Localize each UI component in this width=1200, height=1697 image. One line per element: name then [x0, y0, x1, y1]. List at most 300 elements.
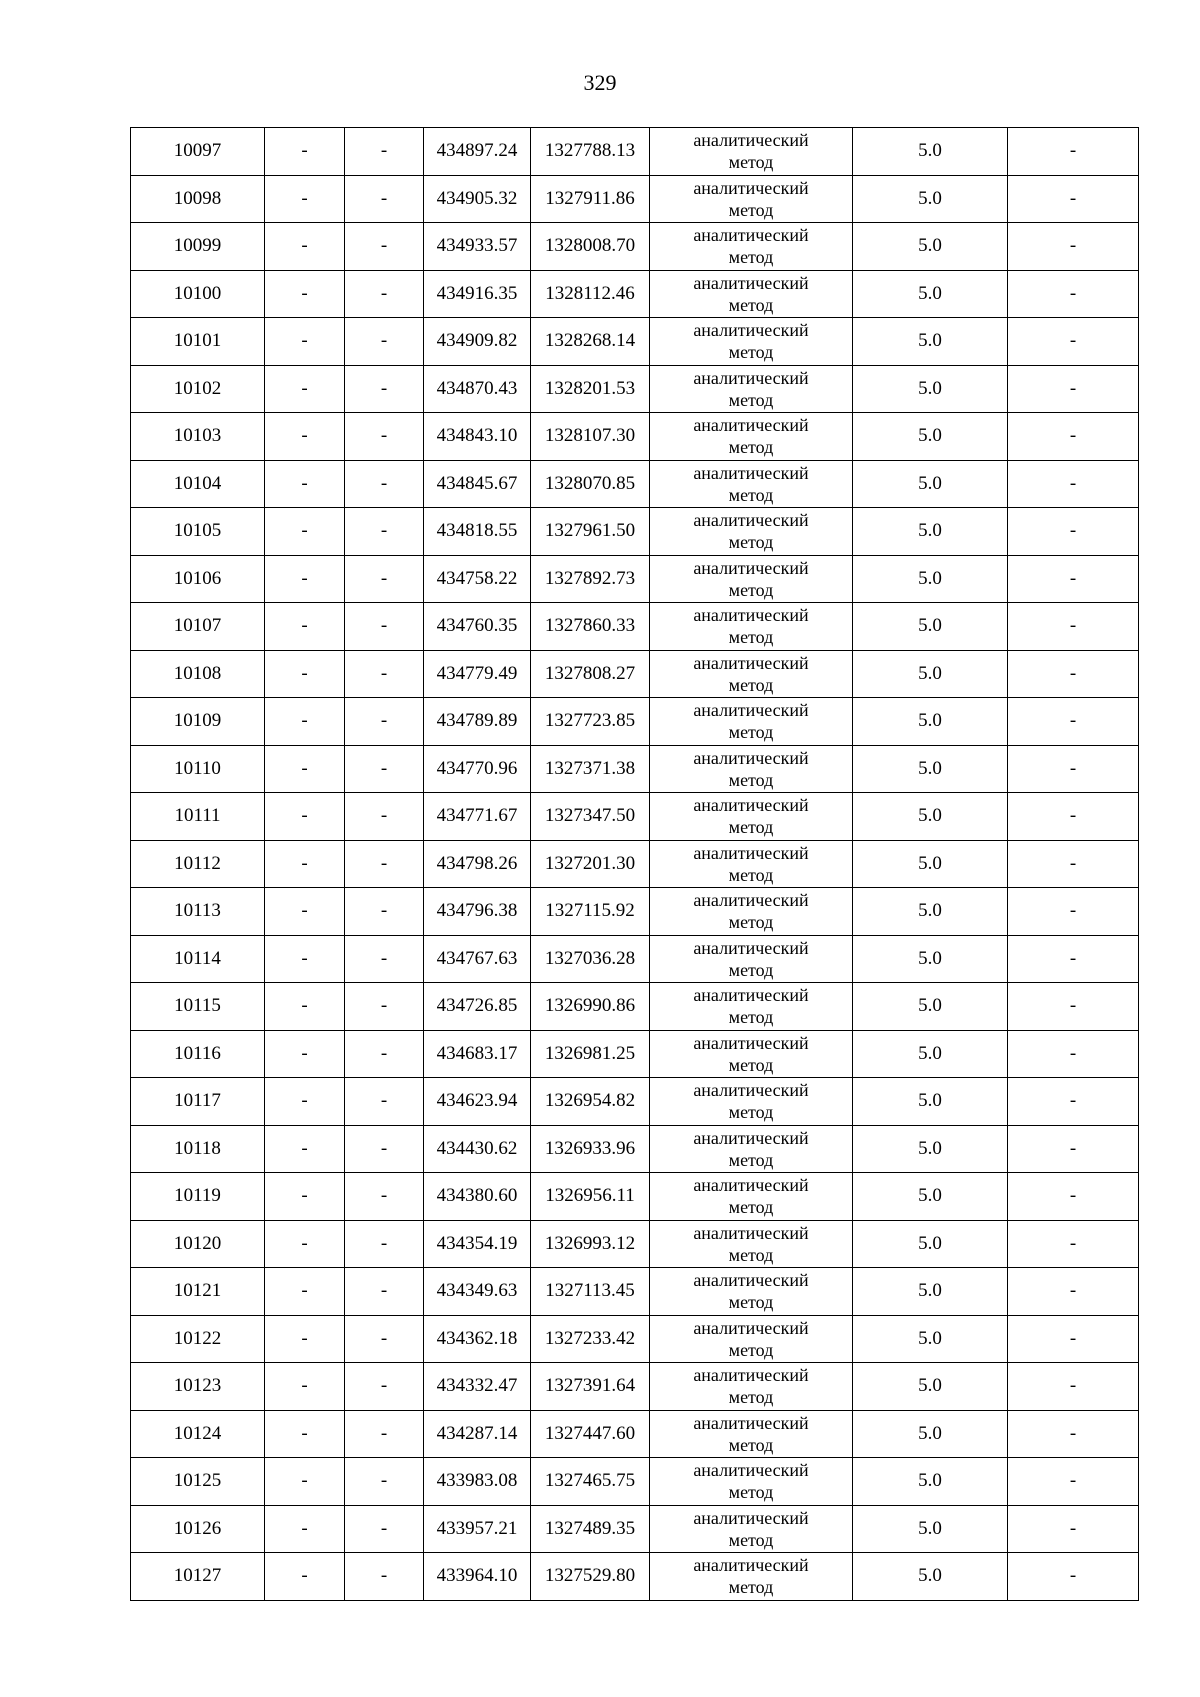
accuracy-cell: 5.0	[853, 698, 1008, 746]
empty-value-cell: -	[265, 460, 345, 508]
method-cell	[650, 793, 853, 841]
method-line-2: метод	[728, 817, 774, 838]
y-coordinate-cell: 1326981.25	[531, 1030, 650, 1078]
empty-value-cell: -	[1008, 1078, 1139, 1126]
point-number-cell: 10106	[131, 555, 265, 603]
method-line-2: метод	[728, 1149, 774, 1170]
method-cell	[650, 840, 853, 888]
empty-value-cell: -	[1008, 460, 1139, 508]
empty-value-cell: -	[1008, 603, 1139, 651]
empty-value-cell: -	[1008, 1505, 1139, 1553]
x-coordinate-cell: 434789.89	[424, 698, 531, 746]
method-cell	[650, 128, 853, 176]
table-row	[131, 1315, 1139, 1363]
method-line-1: аналитический	[693, 130, 809, 151]
method-line-1: аналитический	[693, 177, 809, 198]
x-coordinate-cell: 434683.17	[424, 1030, 531, 1078]
method-line-1: аналитический	[693, 1222, 809, 1243]
accuracy-cell: 5.0	[853, 175, 1008, 223]
y-coordinate-cell: 1327036.28	[531, 935, 650, 983]
y-coordinate-cell: 1327371.38	[531, 745, 650, 793]
y-coordinate-cell: 1327529.80	[531, 1553, 650, 1601]
empty-value-cell: -	[1008, 840, 1139, 888]
empty-value-cell: -	[345, 793, 424, 841]
empty-value-cell: -	[265, 318, 345, 366]
empty-value-cell: -	[1008, 1125, 1139, 1173]
point-number-cell: 10117	[131, 1078, 265, 1126]
point-number-cell: 10108	[131, 650, 265, 698]
method-line-2: метод	[728, 1054, 774, 1075]
method-cell	[650, 1125, 853, 1173]
method-line-2: метод	[728, 152, 774, 173]
accuracy-cell: 5.0	[853, 840, 1008, 888]
method-line-1: аналитический	[693, 272, 809, 293]
empty-value-cell: -	[265, 1553, 345, 1601]
table-row	[131, 1363, 1139, 1411]
y-coordinate-cell: 1326993.12	[531, 1220, 650, 1268]
point-number-cell: 10122	[131, 1315, 265, 1363]
method-cell	[650, 223, 853, 271]
x-coordinate-cell: 434796.38	[424, 888, 531, 936]
method-cell	[650, 698, 853, 746]
x-coordinate-cell: 434767.63	[424, 935, 531, 983]
x-coordinate-cell: 434771.67	[424, 793, 531, 841]
accuracy-cell: 5.0	[853, 365, 1008, 413]
point-number-cell: 10110	[131, 745, 265, 793]
point-number-cell: 10100	[131, 270, 265, 318]
empty-value-cell: -	[265, 1268, 345, 1316]
method-cell	[650, 935, 853, 983]
x-coordinate-cell: 434287.14	[424, 1410, 531, 1458]
method-cell	[650, 1078, 853, 1126]
method-line-1: аналитический	[693, 1412, 809, 1433]
accuracy-cell: 5.0	[853, 223, 1008, 271]
empty-value-cell: -	[1008, 888, 1139, 936]
x-coordinate-cell: 434760.35	[424, 603, 531, 651]
point-number-cell: 10098	[131, 175, 265, 223]
empty-value-cell: -	[265, 1125, 345, 1173]
y-coordinate-cell: 1327201.30	[531, 840, 650, 888]
table-row	[131, 1505, 1139, 1553]
method-line-1: аналитический	[693, 320, 809, 341]
x-coordinate-cell: 433983.08	[424, 1458, 531, 1506]
method-line-2: метод	[728, 769, 774, 790]
table-row	[131, 555, 1139, 603]
empty-value-cell: -	[265, 1458, 345, 1506]
y-coordinate-cell: 1326956.11	[531, 1173, 650, 1221]
y-coordinate-cell: 1327347.50	[531, 793, 650, 841]
empty-value-cell: -	[345, 460, 424, 508]
method-line-1: аналитический	[693, 415, 809, 436]
table-body	[131, 128, 1139, 1601]
x-coordinate-cell: 434933.57	[424, 223, 531, 271]
table-row	[131, 1553, 1139, 1601]
y-coordinate-cell: 1327115.92	[531, 888, 650, 936]
method-line-2: метод	[728, 1339, 774, 1360]
method-cell	[650, 508, 853, 556]
point-number-cell: 10115	[131, 983, 265, 1031]
empty-value-cell: -	[1008, 1220, 1139, 1268]
accuracy-cell: 5.0	[853, 318, 1008, 366]
method-line-2: метод	[728, 1292, 774, 1313]
y-coordinate-cell: 1326933.96	[531, 1125, 650, 1173]
method-cell	[650, 1315, 853, 1363]
empty-value-cell: -	[345, 603, 424, 651]
method-line-1: аналитический	[693, 1365, 809, 1386]
accuracy-cell: 5.0	[853, 935, 1008, 983]
empty-value-cell: -	[265, 1410, 345, 1458]
method-line-1: аналитический	[693, 1127, 809, 1148]
point-number-cell: 10118	[131, 1125, 265, 1173]
y-coordinate-cell: 1327892.73	[531, 555, 650, 603]
accuracy-cell: 5.0	[853, 270, 1008, 318]
empty-value-cell: -	[265, 365, 345, 413]
empty-value-cell: -	[345, 935, 424, 983]
point-number-cell: 10113	[131, 888, 265, 936]
method-cell	[650, 318, 853, 366]
point-number-cell: 10116	[131, 1030, 265, 1078]
empty-value-cell: -	[265, 745, 345, 793]
empty-value-cell: -	[265, 983, 345, 1031]
table-row	[131, 840, 1139, 888]
table-row	[131, 1125, 1139, 1173]
table-row	[131, 318, 1139, 366]
y-coordinate-cell: 1327113.45	[531, 1268, 650, 1316]
table-row	[131, 1173, 1139, 1221]
point-number-cell: 10123	[131, 1363, 265, 1411]
empty-value-cell: -	[345, 1363, 424, 1411]
accuracy-cell: 5.0	[853, 1553, 1008, 1601]
method-line-1: аналитический	[693, 1032, 809, 1053]
empty-value-cell: -	[1008, 793, 1139, 841]
empty-value-cell: -	[265, 1078, 345, 1126]
empty-value-cell: -	[345, 1173, 424, 1221]
table-row	[131, 365, 1139, 413]
empty-value-cell: -	[265, 1173, 345, 1221]
empty-value-cell: -	[265, 888, 345, 936]
empty-value-cell: -	[265, 555, 345, 603]
empty-value-cell: -	[1008, 413, 1139, 461]
empty-value-cell: -	[1008, 698, 1139, 746]
method-line-1: аналитический	[693, 1317, 809, 1338]
empty-value-cell: -	[345, 508, 424, 556]
empty-value-cell: -	[1008, 650, 1139, 698]
empty-value-cell: -	[265, 175, 345, 223]
method-line-1: аналитический	[693, 937, 809, 958]
method-line-2: метод	[728, 1007, 774, 1028]
empty-value-cell: -	[345, 175, 424, 223]
table-row	[131, 650, 1139, 698]
accuracy-cell: 5.0	[853, 508, 1008, 556]
empty-value-cell: -	[1008, 1363, 1139, 1411]
method-line-1: аналитический	[693, 700, 809, 721]
empty-value-cell: -	[345, 1410, 424, 1458]
method-line-1: аналитический	[693, 985, 809, 1006]
table-row	[131, 1458, 1139, 1506]
method-line-2: метод	[728, 627, 774, 648]
table-row	[131, 508, 1139, 556]
empty-value-cell: -	[265, 1505, 345, 1553]
method-cell	[650, 745, 853, 793]
empty-value-cell: -	[345, 365, 424, 413]
empty-value-cell: -	[265, 508, 345, 556]
y-coordinate-cell: 1328201.53	[531, 365, 650, 413]
method-cell	[650, 1030, 853, 1078]
empty-value-cell: -	[1008, 1268, 1139, 1316]
point-number-cell: 10099	[131, 223, 265, 271]
y-coordinate-cell: 1327391.64	[531, 1363, 650, 1411]
point-number-cell: 10111	[131, 793, 265, 841]
method-line-2: метод	[728, 674, 774, 695]
y-coordinate-cell: 1327911.86	[531, 175, 650, 223]
x-coordinate-cell: 434798.26	[424, 840, 531, 888]
method-cell	[650, 1458, 853, 1506]
method-cell	[650, 1363, 853, 1411]
empty-value-cell: -	[345, 1315, 424, 1363]
method-line-2: метод	[728, 247, 774, 268]
accuracy-cell: 5.0	[853, 745, 1008, 793]
x-coordinate-cell: 434354.19	[424, 1220, 531, 1268]
accuracy-cell: 5.0	[853, 1410, 1008, 1458]
table-row	[131, 983, 1139, 1031]
x-coordinate-cell: 434332.47	[424, 1363, 531, 1411]
method-line-2: метод	[728, 1387, 774, 1408]
accuracy-cell: 5.0	[853, 1268, 1008, 1316]
page-number: 329	[583, 70, 617, 95]
empty-value-cell: -	[265, 1315, 345, 1363]
empty-value-cell: -	[265, 1220, 345, 1268]
point-number-cell: 10112	[131, 840, 265, 888]
table-row	[131, 793, 1139, 841]
point-number-cell: 10105	[131, 508, 265, 556]
accuracy-cell: 5.0	[853, 650, 1008, 698]
empty-value-cell: -	[265, 698, 345, 746]
empty-value-cell: -	[1008, 983, 1139, 1031]
accuracy-cell: 5.0	[853, 603, 1008, 651]
empty-value-cell: -	[265, 1363, 345, 1411]
method-line-2: метод	[728, 294, 774, 315]
table-row	[131, 270, 1139, 318]
accuracy-cell: 5.0	[853, 1505, 1008, 1553]
empty-value-cell: -	[265, 128, 345, 176]
empty-value-cell: -	[1008, 745, 1139, 793]
x-coordinate-cell: 434430.62	[424, 1125, 531, 1173]
accuracy-cell: 5.0	[853, 793, 1008, 841]
empty-value-cell: -	[1008, 318, 1139, 366]
accuracy-cell: 5.0	[853, 1363, 1008, 1411]
accuracy-cell: 5.0	[853, 1030, 1008, 1078]
method-line-1: аналитический	[693, 842, 809, 863]
method-cell	[650, 650, 853, 698]
method-line-1: аналитический	[693, 890, 809, 911]
x-coordinate-cell: 434726.85	[424, 983, 531, 1031]
empty-value-cell: -	[1008, 1410, 1139, 1458]
method-line-1: аналитический	[693, 1175, 809, 1196]
x-coordinate-cell: 433964.10	[424, 1553, 531, 1601]
y-coordinate-cell: 1328070.85	[531, 460, 650, 508]
method-cell	[650, 1410, 853, 1458]
method-line-2: метод	[728, 912, 774, 933]
method-cell	[650, 460, 853, 508]
y-coordinate-cell: 1326954.82	[531, 1078, 650, 1126]
point-number-cell: 10109	[131, 698, 265, 746]
method-line-1: аналитический	[693, 605, 809, 626]
method-line-1: аналитический	[693, 1080, 809, 1101]
empty-value-cell: -	[265, 413, 345, 461]
y-coordinate-cell: 1327808.27	[531, 650, 650, 698]
method-cell	[650, 555, 853, 603]
table-row	[131, 1078, 1139, 1126]
method-line-2: метод	[728, 1244, 774, 1265]
empty-value-cell: -	[1008, 365, 1139, 413]
empty-value-cell: -	[345, 1268, 424, 1316]
method-line-1: аналитический	[693, 1507, 809, 1528]
method-cell	[650, 413, 853, 461]
empty-value-cell: -	[345, 223, 424, 271]
empty-value-cell: -	[1008, 508, 1139, 556]
empty-value-cell: -	[345, 1553, 424, 1601]
y-coordinate-cell: 1328112.46	[531, 270, 650, 318]
method-cell	[650, 365, 853, 413]
method-cell	[650, 270, 853, 318]
point-number-cell: 10102	[131, 365, 265, 413]
point-number-cell: 10121	[131, 1268, 265, 1316]
x-coordinate-cell: 434843.10	[424, 413, 531, 461]
empty-value-cell: -	[345, 555, 424, 603]
point-number-cell: 10101	[131, 318, 265, 366]
empty-value-cell: -	[345, 650, 424, 698]
empty-value-cell: -	[1008, 223, 1139, 271]
accuracy-cell: 5.0	[853, 1458, 1008, 1506]
empty-value-cell: -	[345, 840, 424, 888]
point-number-cell: 10120	[131, 1220, 265, 1268]
point-number-cell: 10097	[131, 128, 265, 176]
y-coordinate-cell: 1327465.75	[531, 1458, 650, 1506]
x-coordinate-cell: 434770.96	[424, 745, 531, 793]
table-row	[131, 223, 1139, 271]
method-line-2: метод	[728, 1529, 774, 1550]
table-row	[131, 128, 1139, 176]
x-coordinate-cell: 434758.22	[424, 555, 531, 603]
method-line-2: метод	[728, 1197, 774, 1218]
empty-value-cell: -	[345, 983, 424, 1031]
x-coordinate-cell: 434870.43	[424, 365, 531, 413]
coordinates-table	[130, 127, 1139, 1601]
point-number-cell: 10124	[131, 1410, 265, 1458]
y-coordinate-cell: 1327447.60	[531, 1410, 650, 1458]
method-line-1: аналитический	[693, 462, 809, 483]
point-number-cell: 10114	[131, 935, 265, 983]
method-line-1: аналитический	[693, 1555, 809, 1576]
x-coordinate-cell: 433957.21	[424, 1505, 531, 1553]
method-line-2: метод	[728, 722, 774, 743]
empty-value-cell: -	[1008, 935, 1139, 983]
accuracy-cell: 5.0	[853, 128, 1008, 176]
empty-value-cell: -	[265, 935, 345, 983]
method-cell	[650, 888, 853, 936]
method-line-2: метод	[728, 1482, 774, 1503]
table-row	[131, 935, 1139, 983]
empty-value-cell: -	[1008, 1458, 1139, 1506]
method-line-2: метод	[728, 1102, 774, 1123]
point-number-cell: 10126	[131, 1505, 265, 1553]
x-coordinate-cell: 434623.94	[424, 1078, 531, 1126]
table-row	[131, 460, 1139, 508]
point-number-cell: 10127	[131, 1553, 265, 1601]
accuracy-cell: 5.0	[853, 460, 1008, 508]
empty-value-cell: -	[265, 223, 345, 271]
method-line-2: метод	[728, 342, 774, 363]
method-line-1: аналитический	[693, 795, 809, 816]
method-cell	[650, 1505, 853, 1553]
empty-value-cell: -	[1008, 1030, 1139, 1078]
method-line-2: метод	[728, 864, 774, 885]
point-number-cell: 10107	[131, 603, 265, 651]
table-row	[131, 1268, 1139, 1316]
method-line-1: аналитический	[693, 1460, 809, 1481]
point-number-cell: 10104	[131, 460, 265, 508]
y-coordinate-cell: 1328268.14	[531, 318, 650, 366]
table-row	[131, 698, 1139, 746]
accuracy-cell: 5.0	[853, 983, 1008, 1031]
empty-value-cell: -	[345, 698, 424, 746]
accuracy-cell: 5.0	[853, 1315, 1008, 1363]
empty-value-cell: -	[345, 128, 424, 176]
method-cell	[650, 1220, 853, 1268]
empty-value-cell: -	[345, 413, 424, 461]
empty-value-cell: -	[1008, 555, 1139, 603]
method-line-2: метод	[728, 1434, 774, 1455]
point-number-cell: 10119	[131, 1173, 265, 1221]
table-row	[131, 1030, 1139, 1078]
empty-value-cell: -	[265, 793, 345, 841]
y-coordinate-cell: 1328008.70	[531, 223, 650, 271]
table-row	[131, 175, 1139, 223]
x-coordinate-cell: 434349.63	[424, 1268, 531, 1316]
y-coordinate-cell: 1327233.42	[531, 1315, 650, 1363]
empty-value-cell: -	[1008, 1315, 1139, 1363]
accuracy-cell: 5.0	[853, 888, 1008, 936]
method-line-1: аналитический	[693, 225, 809, 246]
method-line-2: метод	[728, 199, 774, 220]
empty-value-cell: -	[345, 1030, 424, 1078]
x-coordinate-cell: 434905.32	[424, 175, 531, 223]
empty-value-cell: -	[345, 1220, 424, 1268]
empty-value-cell: -	[345, 745, 424, 793]
accuracy-cell: 5.0	[853, 1125, 1008, 1173]
empty-value-cell: -	[345, 888, 424, 936]
accuracy-cell: 5.0	[853, 1078, 1008, 1126]
table-row	[131, 1220, 1139, 1268]
method-line-2: метод	[728, 484, 774, 505]
x-coordinate-cell: 434818.55	[424, 508, 531, 556]
empty-value-cell: -	[345, 1078, 424, 1126]
method-line-2: метод	[728, 1577, 774, 1598]
y-coordinate-cell: 1327489.35	[531, 1505, 650, 1553]
x-coordinate-cell: 434779.49	[424, 650, 531, 698]
y-coordinate-cell: 1327723.85	[531, 698, 650, 746]
empty-value-cell: -	[1008, 1553, 1139, 1601]
empty-value-cell: -	[1008, 1173, 1139, 1221]
empty-value-cell: -	[265, 270, 345, 318]
empty-value-cell: -	[345, 1458, 424, 1506]
point-number-cell: 10125	[131, 1458, 265, 1506]
method-line-1: аналитический	[693, 510, 809, 531]
method-line-1: аналитический	[693, 747, 809, 768]
empty-value-cell: -	[265, 603, 345, 651]
empty-value-cell: -	[1008, 175, 1139, 223]
method-line-2: метод	[728, 437, 774, 458]
